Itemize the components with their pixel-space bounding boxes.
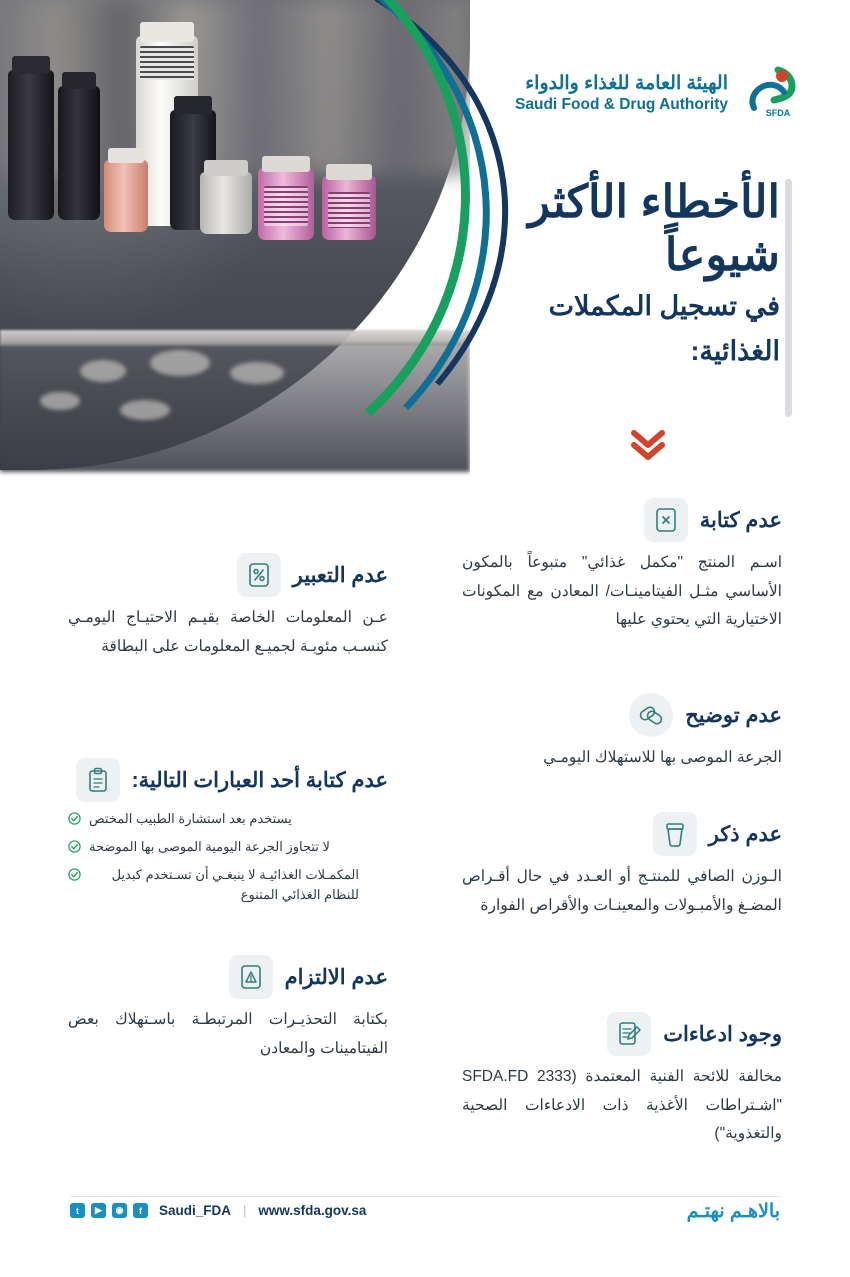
item-title: وجود ادعاءات [663, 1022, 782, 1046]
item-body: الـوزن الصافي للمنتـج أو العـدد في حال أقـراص المضـغ والأمبـولات والمعينـات والأقراص الفوارة [462, 868, 782, 914]
item-header [462, 812, 782, 856]
claims-pencil-glyph [617, 1021, 641, 1047]
capsules-glyph [638, 702, 664, 728]
item-title: عدم توضيح [685, 703, 782, 727]
item-claims [462, 1012, 782, 1149]
item-title: عدم التعبير [292, 563, 388, 587]
sfda-logo-glyph [738, 64, 796, 122]
document-x-icon [644, 498, 688, 542]
capsules-icon [629, 693, 673, 737]
facebook-icon[interactable]: f [133, 1203, 148, 1218]
item-no-clarification-dose [462, 693, 782, 773]
svg-text:SFDA: SFDA [765, 108, 791, 118]
item-body: مخالفة للائحة الفنية المعتمدة (SFDA.FD 2333 "اشـتراطات الأغذية ذات الادعاءات الصحية والتغذوية") [462, 1068, 782, 1143]
item-header [462, 498, 782, 542]
sfda-logo-arabic: الهيئة العامة للغذاء والدواء [525, 72, 728, 94]
item-body: الجرعة الموصى بها للاستهلاك اليومـي [543, 749, 782, 766]
bullet-text: لا تتجاوز الجرعة اليومية الموصى بها الموضحة [89, 838, 330, 854]
item-required-statements [68, 758, 388, 913]
bullet-text: يستخدم بعد استشارة الطبيب المختص [89, 811, 292, 826]
list-item [68, 837, 388, 858]
footer-divider [70, 1196, 780, 1197]
clipboard-icon [76, 758, 120, 802]
footer-tagline: بالاهـم نهتـم [686, 1201, 780, 1222]
item-body: بكتابة التحذيـرات المرتبطـة باسـتهلاك بعض الفيتامينات والمعادن [68, 1011, 388, 1057]
title-line-2: شيوعاً [664, 229, 780, 281]
warning-doc-icon [229, 955, 273, 999]
item-header [68, 553, 388, 597]
check-circle-icon [68, 840, 81, 853]
item-body: اسـم المنتج "مكمل غذائي" متبوعاً بالمكون الأساسي مثـل الفيتامينـات/ المعادن مع المكونات الاختيارية التي يحتوي عليها [462, 554, 782, 629]
list-item [68, 865, 388, 907]
item-title: عدم ذكر [708, 822, 782, 846]
warning-doc-glyph [239, 964, 263, 990]
instagram-icon[interactable]: ◉ [112, 1203, 127, 1218]
item-no-writing-name [462, 498, 782, 635]
item-header [462, 1012, 782, 1056]
chevron-down-icon [612, 428, 684, 462]
item-no-expression-percent [68, 553, 388, 661]
check-circle-icon [68, 868, 81, 881]
double-chevron-glyph [628, 428, 668, 462]
item-header [68, 955, 388, 999]
container-glyph [663, 821, 687, 847]
percent-glyph [247, 562, 271, 588]
list-item [68, 809, 388, 830]
item-title: عدم كتابة أحد العبارات التالية: [131, 768, 388, 792]
page-title [450, 175, 780, 371]
social-links[interactable] [70, 1203, 366, 1218]
sfda-logo [470, 58, 800, 128]
claims-pencil-icon [607, 1012, 651, 1056]
item-title: عدم الالتزام [284, 965, 388, 989]
youtube-icon[interactable]: ▶ [91, 1203, 106, 1218]
item-header [462, 693, 782, 737]
document-x-glyph [654, 507, 678, 533]
bullet-text: المكمـلات الغذائيـة لا ينبغـي أن تسـتخدم كبديل للنظام الغذائي المتنوع [111, 866, 359, 903]
social-handle: Saudi_FDA [159, 1203, 232, 1218]
twitter-icon[interactable]: t [70, 1203, 85, 1218]
statement-bullets [68, 809, 388, 906]
container-icon [653, 812, 697, 856]
title-line-4: الغذائية: [690, 336, 780, 367]
footer-separator: | [243, 1203, 247, 1218]
percent-icon [237, 553, 281, 597]
title-line-1: الأخطاء الأكثر [528, 176, 780, 227]
item-no-compliance-warnings [68, 955, 388, 1063]
item-title: عدم كتابة [699, 508, 782, 532]
item-header [68, 758, 388, 802]
sfda-logo-english: Saudi Food & Drug Authority [515, 95, 728, 113]
item-no-mention-weight [462, 812, 782, 920]
sfda-logo-mark [738, 64, 796, 122]
title-accent-bar [785, 179, 792, 417]
website-url[interactable]: www.sfda.gov.sa [258, 1203, 367, 1218]
item-body: عـن المعلومات الخاصة بقيـم الاحتيـاج اليومـي كنسـب مئويـة لجميـع المعلومات على البطاقة [68, 609, 388, 655]
check-circle-icon [68, 812, 81, 825]
sfda-logo-text [515, 72, 728, 114]
clipboard-glyph [86, 767, 110, 793]
title-line-3: في تسجيل المكملات [548, 291, 780, 322]
